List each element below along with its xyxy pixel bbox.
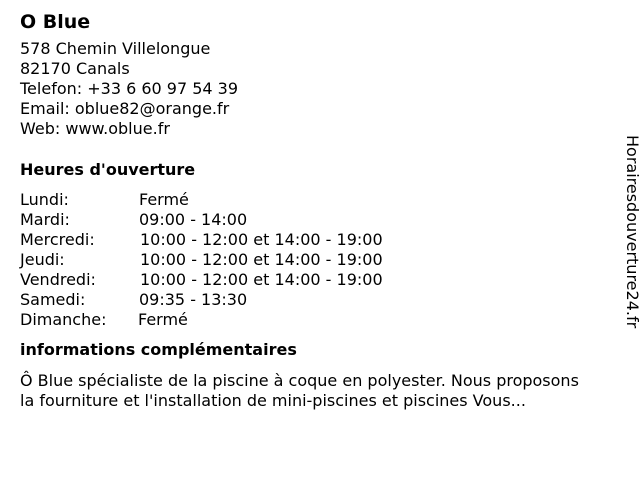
hours-row-thursday <box>20 250 610 270</box>
day-hours: 10:00 - 12:00 et 14:00 - 19:00 <box>140 230 383 249</box>
hours-row-tuesday <box>20 210 610 230</box>
day-hours: Fermé <box>139 190 189 209</box>
day-label: Mercredi: <box>20 230 95 249</box>
day-label: Jeudi: <box>20 250 65 269</box>
web-line: Web: www.oblue.fr <box>20 119 170 138</box>
day-label: Vendredi: <box>20 270 96 289</box>
opening-hours-heading: Heures d'ouverture <box>20 160 196 179</box>
info-line: la fourniture et l'installation de mini-piscines et piscines Vous... <box>20 391 526 410</box>
day-hours: Fermé <box>138 310 188 329</box>
business-card <box>20 9 610 411</box>
phone-line: Telefon: +33 6 60 97 54 39 <box>20 79 239 98</box>
additional-info-text <box>20 371 620 411</box>
additional-info-heading: informations complémentaires <box>20 340 297 359</box>
business-name: O Blue <box>20 11 91 33</box>
opening-hours-list <box>20 190 610 330</box>
day-label: Mardi: <box>20 210 70 229</box>
day-label: Lundi: <box>20 190 69 209</box>
hours-row-friday <box>20 270 610 290</box>
day-hours: 09:35 - 13:30 <box>139 290 248 309</box>
day-hours: 09:00 - 14:00 <box>139 210 248 229</box>
hours-row-monday <box>20 190 610 210</box>
address-city: 82170 Canals <box>20 59 130 78</box>
hours-row-wednesday <box>20 230 610 250</box>
hours-row-saturday <box>20 290 610 310</box>
day-hours: 10:00 - 12:00 et 14:00 - 19:00 <box>140 270 383 289</box>
day-hours: 10:00 - 12:00 et 14:00 - 19:00 <box>140 250 383 269</box>
address-street: 578 Chemin Villelongue <box>20 39 211 58</box>
site-watermark: Horairesdouverture24.fr <box>623 135 642 329</box>
contact-block <box>20 39 610 139</box>
day-label: Samedi: <box>20 290 86 309</box>
hours-row-sunday <box>20 310 610 330</box>
info-line: Ô Blue spécialiste de la piscine à coque en polyester. Nous proposons <box>20 371 579 390</box>
day-label: Dimanche: <box>20 310 107 329</box>
email-line: Email: oblue82@orange.fr <box>20 99 230 118</box>
